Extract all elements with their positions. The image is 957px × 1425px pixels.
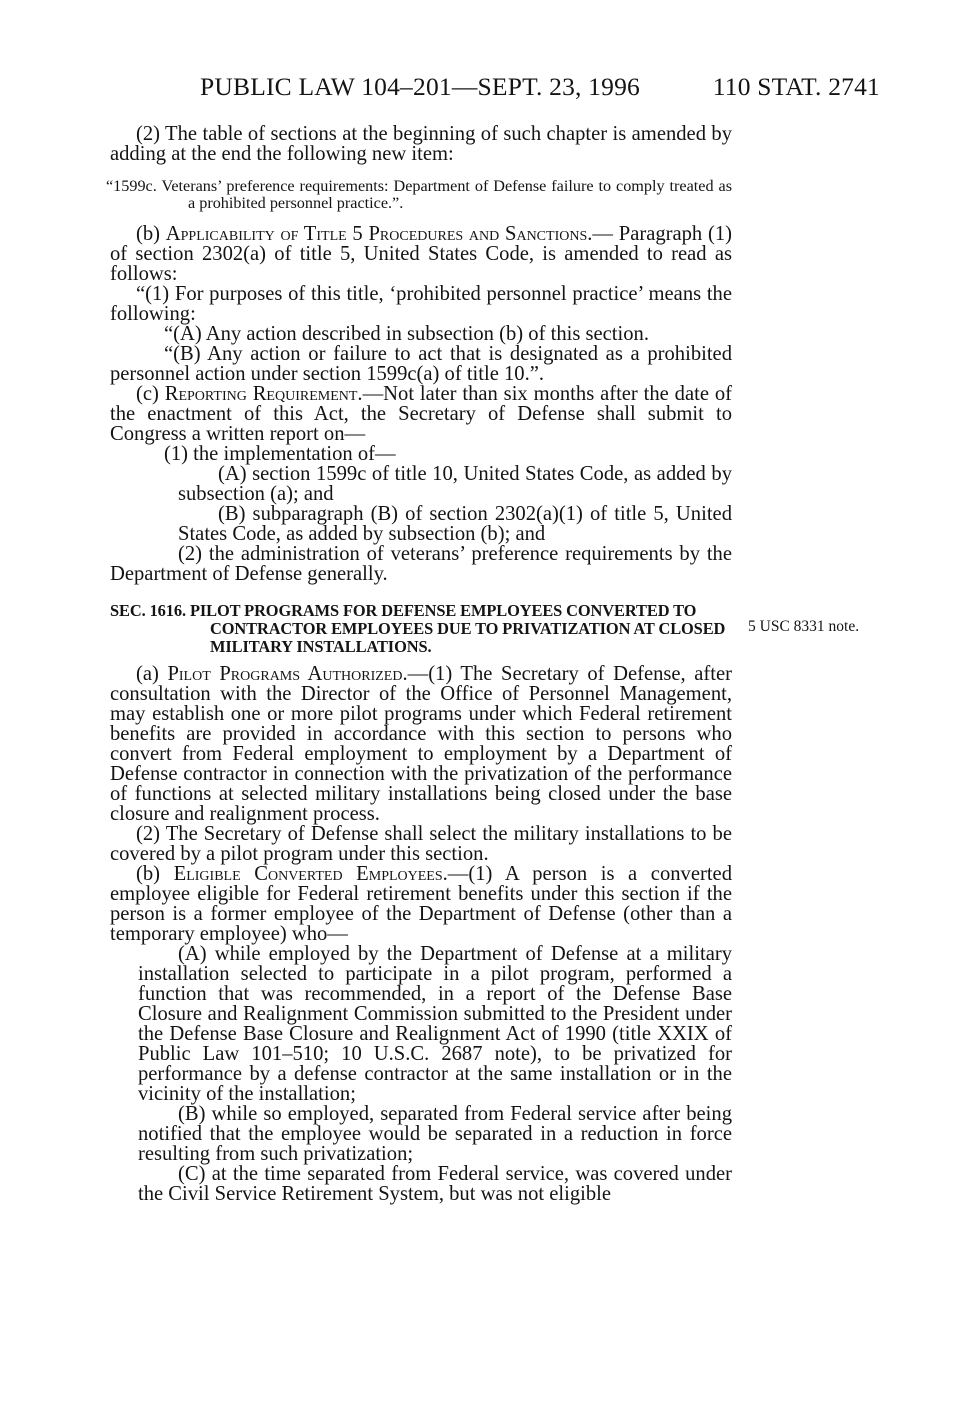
subsection-text: —(1) The Secretary of Defense, after consultation with the Director of the Office of Personnel Management, may establish one or more pilot programs under which Federal retirement benefits are provided in accordance with this section to persons who convert from Federal employment to employment by a Department of Defense contractor in connection with the privatization of the performance of functions at selected military installations being closed under the base closure and realignment process. xyxy=(110,663,732,825)
subsection-label: (c) xyxy=(136,383,165,405)
subsection-text: — Paragraph (1) of section 2302(a) of title 5, United States Code, is amended to read as follows: xyxy=(110,223,732,285)
subsection-c xyxy=(110,384,732,444)
subsection-heading: Applicability of Title 5 Procedures and Sanctions. xyxy=(165,223,593,245)
paragraph-c1: (1) the implementation of— xyxy=(164,443,396,465)
stat-page-number: 110 STAT. 2741 xyxy=(712,72,880,101)
subsection-label: (b) xyxy=(136,223,166,245)
paragraph-a2: (2) The Secretary of Defense shall select the military installations to be covered by a pilot program under this section. xyxy=(110,823,732,865)
margin-note: 5 USC 8331 note. xyxy=(748,618,860,635)
quoted-paragraph-1: “(1) For purposes of this title, ‘prohibited personnel practice’ means the following: xyxy=(110,283,732,325)
statute-body xyxy=(106,123,732,1205)
quoted-subparagraph-b: “(B) Any action or failure to act that is designated as a prohibited personnel action under section 1599c(a) of title 10.”. xyxy=(110,343,732,385)
paragraph-c2: (2) the administration of veterans’ preference requirements by the Department of Defense generally. xyxy=(110,543,732,585)
subparagraph-b-c: (C) at the time separated from Federal service, was covered under the Civil Service Retirement System, but was not eligible xyxy=(138,1163,732,1205)
subparagraph-b-a: (A) while employed by the Department of Defense at a military installation selected to participate in a pilot program, performed a function that was recommended, in a report of the Defense Base Closure and Realignment Commission submitted to the President under the Defense Base Closure and Realignment Act of 1990 (title XXIX of Public Law 101–510; 10 U.S.C. 2687 note), to be privatized for performance by a defense contractor at the same installation or in the vicinity of the installation; xyxy=(138,943,732,1105)
subsection-b-eligible xyxy=(110,864,732,944)
subsection-b xyxy=(110,224,732,284)
section-heading: SEC. 1616. PILOT PROGRAMS FOR DEFENSE EMPLOYEES CONVERTED TO CONTRACTOR EMPLOYEES DUE TO PRIVATIZATION AT CLOSED MILITARY INSTALLATIONS. xyxy=(110,601,726,656)
paragraph-table-amendment: (2) The table of sections at the beginning of such chapter is amended by adding at the end the following new item: xyxy=(110,123,732,165)
running-head: PUBLIC LAW 104–201—SEPT. 23, 1996 xyxy=(200,72,640,101)
quoted-subparagraph-a: “(A) Any action described in subsection (b) of this section. xyxy=(164,323,649,345)
subsection-label: (b) xyxy=(136,863,174,885)
subparagraph-b-b: (B) while so employed, separated from Federal service after being notified that the employee would be separated in a reduction in force resulting from such privatization; xyxy=(138,1103,732,1165)
subparagraph-c-a: (A) section 1599c of title 10, United States Code, as added by subsection (a); and xyxy=(178,463,732,505)
subsection-heading: Eligible Converted Employees. xyxy=(173,863,448,885)
subsection-text: —Not later than six months after the date of the enactment of this Act, the Secretary of Defense shall submit to Congress a written report on— xyxy=(110,383,732,445)
subsection-heading: Pilot Programs Authorized. xyxy=(167,663,408,685)
subparagraph-c-b: (B) subparagraph (B) of section 2302(a)(1) of title 5, United States Code, as added by subsection (b); and xyxy=(178,503,732,545)
new-section-item: “1599c. Veterans’ preference requirements: Department of Defense failure to comply treated as a prohibited personnel practice.”. xyxy=(106,177,732,212)
subsection-a xyxy=(110,664,732,824)
subsection-label: (a) xyxy=(136,663,168,685)
page-header xyxy=(200,72,880,106)
subsection-heading: Reporting Requirement. xyxy=(164,383,363,405)
subsection-text: —(1) A person is a converted employee eligible for Federal retirement benefits under this section if the person is a former employee of the Department of Defense (other than a temporary employee) who— xyxy=(110,863,732,945)
